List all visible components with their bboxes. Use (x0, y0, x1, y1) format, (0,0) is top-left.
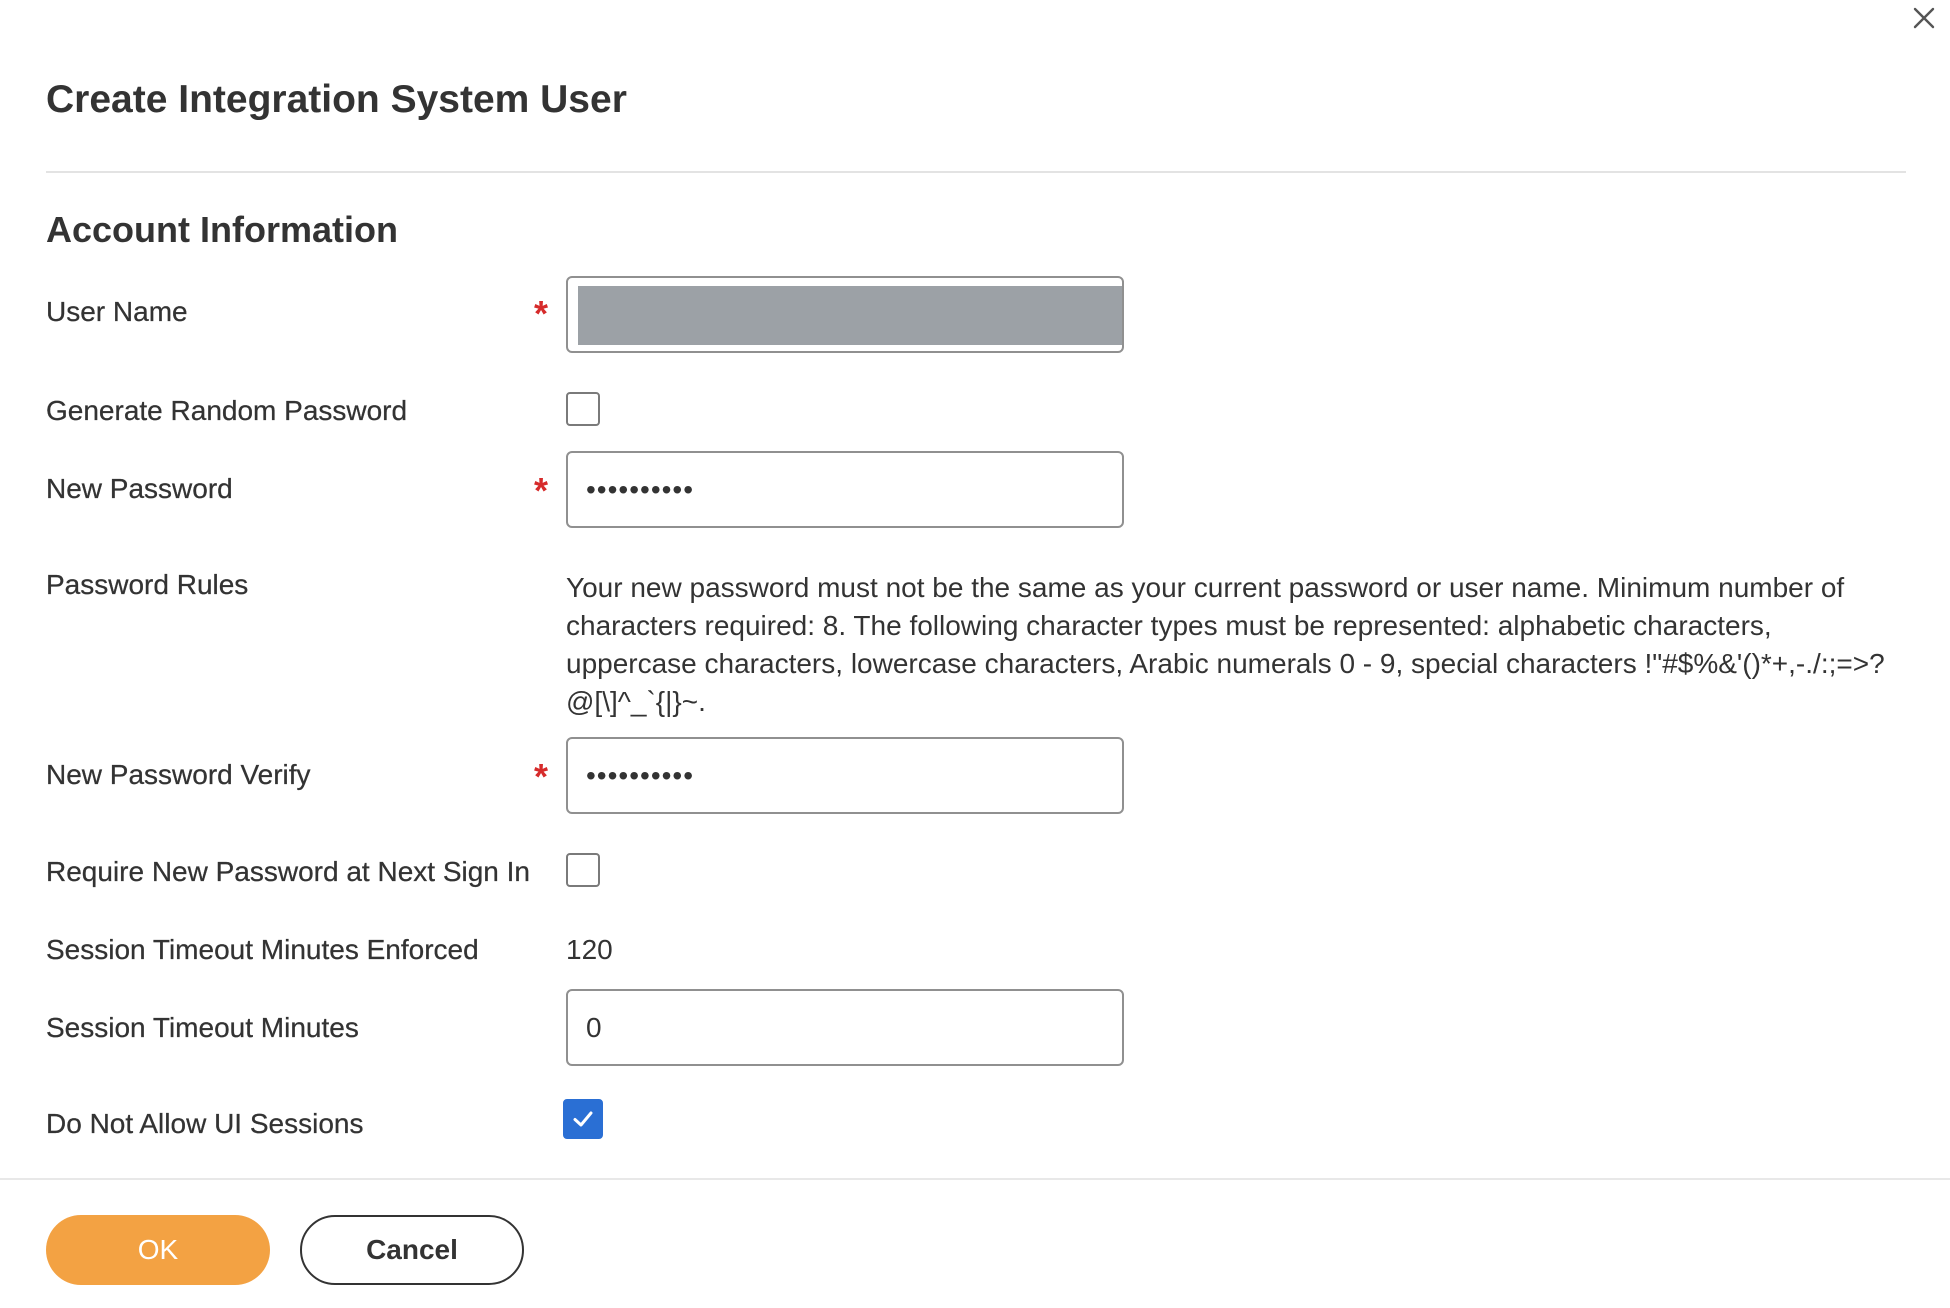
do-not-allow-ui-sessions-label: Do Not Allow UI Sessions (46, 1108, 364, 1139)
redacted-value (578, 286, 1122, 345)
dialog-title: Create Integration System User (46, 78, 627, 121)
session-timeout-minutes-label: Session Timeout Minutes (46, 1012, 359, 1043)
new-password-label: New Password (46, 473, 233, 504)
new-password-verify-label: New Password Verify (46, 759, 311, 790)
new-password-verify-field[interactable] (566, 737, 1124, 814)
checkmark-icon (571, 1107, 595, 1131)
new-password-field[interactable] (566, 451, 1124, 528)
password-rules-label: Password Rules (46, 569, 249, 600)
session-timeout-minutes-input[interactable] (568, 991, 1122, 1064)
new-password-input[interactable] (568, 453, 1122, 526)
require-new-password-label: Require New Password at Next Sign In (46, 856, 530, 887)
section-title: Account Information (46, 209, 398, 250)
cancel-button[interactable]: Cancel (300, 1215, 524, 1285)
session-timeout-minutes-field[interactable] (566, 989, 1124, 1066)
ok-button[interactable]: OK (46, 1215, 270, 1285)
close-icon (1912, 6, 1936, 30)
required-marker: * (534, 756, 549, 797)
close-button[interactable] (1908, 2, 1940, 34)
require-new-password-checkbox[interactable] (566, 853, 600, 887)
generate-random-password-checkbox[interactable] (566, 392, 600, 426)
do-not-allow-ui-sessions-checkbox[interactable] (563, 1099, 603, 1139)
title-divider (46, 171, 1906, 173)
user-name-label: User Name (46, 296, 188, 327)
generate-random-password-label: Generate Random Password (46, 395, 408, 426)
session-timeout-enforced-value: 120 (566, 934, 613, 965)
password-rules-text: Your new password must not be the same as your current password or user name. Minimum number of characters required: 8. The following character types must be represented: alphabetic characters, uppercase characters, lowercase characters, Arabic numerals 0 - 9, special characters !"#$%&'()*+,-./:;=>?@[\]^_`{|}~. (566, 572, 1885, 717)
required-marker: * (534, 293, 549, 334)
new-password-verify-input[interactable] (568, 739, 1122, 812)
footer-divider (0, 1178, 1950, 1180)
session-timeout-enforced-label: Session Timeout Minutes Enforced (46, 934, 479, 965)
required-marker: * (534, 470, 549, 511)
user-name-field[interactable] (566, 276, 1124, 353)
